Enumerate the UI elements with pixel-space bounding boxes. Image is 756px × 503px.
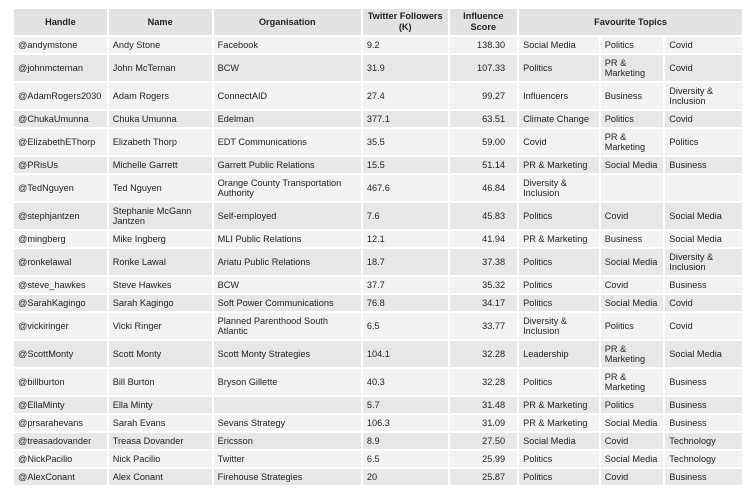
table-row <box>14 157 742 173</box>
influence-score-cell: 25.99 <box>450 451 518 467</box>
influence-score-cell: 31.09 <box>450 415 518 431</box>
topic-3-cell: Diversity & Inclusion <box>665 83 742 109</box>
topic-1-cell: Politics <box>519 203 599 229</box>
header-followers: Twitter Followers (K) <box>363 9 448 35</box>
header-organisation: Organisation <box>214 9 361 35</box>
organisation-cell: EDT Communications <box>214 129 361 155</box>
name-cell: Ronke Lawal <box>109 249 212 275</box>
handle-cell: @steve_hawkes <box>14 277 107 293</box>
topic-2-cell: Social Media <box>601 295 664 311</box>
topic-2-cell: Covid <box>601 203 664 229</box>
handle-cell: @andymstone <box>14 37 107 53</box>
influence-score-cell: 99.27 <box>450 83 518 109</box>
topic-1-cell: Politics <box>519 249 599 275</box>
topic-2-cell: Social Media <box>601 415 664 431</box>
followers-cell: 8.9 <box>363 433 448 449</box>
topic-1-cell: PR & Marketing <box>519 397 599 413</box>
topic-2-cell: Business <box>601 231 664 247</box>
name-cell: Ted Nguyen <box>109 175 212 201</box>
table-row <box>14 175 742 201</box>
organisation-cell: Facebook <box>214 37 361 53</box>
followers-cell: 31.9 <box>363 55 448 81</box>
name-cell: Bill Burton <box>109 369 212 395</box>
table-row <box>14 295 742 311</box>
table-row <box>14 55 742 81</box>
followers-cell: 15.5 <box>363 157 448 173</box>
name-cell: Adam Rogers <box>109 83 212 109</box>
organisation-cell: Edelman <box>214 111 361 127</box>
table-row <box>14 203 742 229</box>
handle-cell: @ronkelawal <box>14 249 107 275</box>
handle-cell: @prsarahevans <box>14 415 107 431</box>
table-row <box>14 397 742 413</box>
table-row <box>14 249 742 275</box>
influence-score-cell: 45.83 <box>450 203 518 229</box>
influence-score-cell: 34.17 <box>450 295 518 311</box>
organisation-cell: Ericsson <box>214 433 361 449</box>
handle-cell: @AlexConant <box>14 469 107 485</box>
name-cell: Vicki Ringer <box>109 313 212 339</box>
influence-score-cell: 41.94 <box>450 231 518 247</box>
organisation-cell: Sevans Strategy <box>214 415 361 431</box>
followers-cell: 18.7 <box>363 249 448 275</box>
handle-cell: @ScottMonty <box>14 341 107 367</box>
topic-3-cell: Business <box>665 369 742 395</box>
followers-cell: 6.5 <box>363 451 448 467</box>
topic-3-cell: Technology <box>665 433 742 449</box>
topic-2-cell <box>601 175 664 201</box>
name-cell: Mike Ingberg <box>109 231 212 247</box>
topic-2-cell: PR & Marketing <box>601 341 664 367</box>
topic-2-cell: Covid <box>601 469 664 485</box>
name-cell: Sarah Evans <box>109 415 212 431</box>
influence-score-cell: 138.30 <box>450 37 518 53</box>
topic-1-cell: Social Media <box>519 37 599 53</box>
table-row <box>14 451 742 467</box>
followers-cell: 12.1 <box>363 231 448 247</box>
table-row <box>14 111 742 127</box>
header-favourite-topics: Favourite Topics <box>519 9 742 35</box>
organisation-cell: Ariatu Public Relations <box>214 249 361 275</box>
influencer-table <box>12 7 744 487</box>
header-influence-score: Influence Score <box>450 9 518 35</box>
organisation-cell: Self-employed <box>214 203 361 229</box>
influencer-table-container <box>12 7 744 487</box>
topic-3-cell: Business <box>665 469 742 485</box>
topic-1-cell: Social Media <box>519 433 599 449</box>
handle-cell: @mingberg <box>14 231 107 247</box>
topic-1-cell: Covid <box>519 129 599 155</box>
topic-2-cell: Politics <box>601 397 664 413</box>
topic-3-cell: Social Media <box>665 203 742 229</box>
topic-2-cell: Politics <box>601 313 664 339</box>
name-cell: Treasa Dovander <box>109 433 212 449</box>
topic-1-cell: Leadership <box>519 341 599 367</box>
topic-2-cell: Covid <box>601 433 664 449</box>
name-cell: Scott Monty <box>109 341 212 367</box>
topic-1-cell: Diversity & Inclusion <box>519 313 599 339</box>
table-row <box>14 83 742 109</box>
influence-score-cell: 32.28 <box>450 341 518 367</box>
influence-score-cell: 25.87 <box>450 469 518 485</box>
topic-3-cell: Social Media <box>665 231 742 247</box>
followers-cell: 37.7 <box>363 277 448 293</box>
topic-1-cell: PR & Marketing <box>519 415 599 431</box>
handle-cell: @treasadovander <box>14 433 107 449</box>
handle-cell: @vickiringer <box>14 313 107 339</box>
organisation-cell: Bryson Gillette <box>214 369 361 395</box>
handle-cell: @NickPacilio <box>14 451 107 467</box>
influence-score-cell: 59.00 <box>450 129 518 155</box>
topic-2-cell: Social Media <box>601 451 664 467</box>
table-row <box>14 341 742 367</box>
topic-2-cell: Covid <box>601 277 664 293</box>
organisation-cell: BCW <box>214 55 361 81</box>
followers-cell: 27.4 <box>363 83 448 109</box>
organisation-cell: Firehouse Strategies <box>214 469 361 485</box>
topic-3-cell: Social Media <box>665 341 742 367</box>
topic-3-cell: Business <box>665 397 742 413</box>
header-handle: Handle <box>14 9 107 35</box>
organisation-cell: Orange County Transportation Authority <box>214 175 361 201</box>
topic-2-cell: PR & Marketing <box>601 369 664 395</box>
name-cell: Chuka Umunna <box>109 111 212 127</box>
followers-cell: 377.1 <box>363 111 448 127</box>
table-row <box>14 231 742 247</box>
handle-cell: @billburton <box>14 369 107 395</box>
topic-2-cell: Politics <box>601 37 664 53</box>
topic-3-cell: Covid <box>665 55 742 81</box>
followers-cell: 20 <box>363 469 448 485</box>
followers-cell: 7.6 <box>363 203 448 229</box>
table-row <box>14 129 742 155</box>
name-cell: Sarah Kagingo <box>109 295 212 311</box>
handle-cell: @stephjantzen <box>14 203 107 229</box>
name-cell: Ella Minty <box>109 397 212 413</box>
topic-2-cell: Business <box>601 83 664 109</box>
topic-1-cell: PR & Marketing <box>519 231 599 247</box>
handle-cell: @ChukaUmunna <box>14 111 107 127</box>
topic-1-cell: Politics <box>519 369 599 395</box>
topic-2-cell: Politics <box>601 111 664 127</box>
header-name: Name <box>109 9 212 35</box>
handle-cell: @johnmcternan <box>14 55 107 81</box>
topic-3-cell: Business <box>665 157 742 173</box>
organisation-cell: Soft Power Communications <box>214 295 361 311</box>
name-cell: Alex Conant <box>109 469 212 485</box>
organisation-cell: BCW <box>214 277 361 293</box>
influence-score-cell: 107.33 <box>450 55 518 81</box>
topic-3-cell: Covid <box>665 111 742 127</box>
topic-3-cell: Business <box>665 415 742 431</box>
name-cell: John McTernan <box>109 55 212 81</box>
influence-score-cell: 32.28 <box>450 369 518 395</box>
followers-cell: 104.1 <box>363 341 448 367</box>
influence-score-cell: 51.14 <box>450 157 518 173</box>
followers-cell: 5.7 <box>363 397 448 413</box>
topic-2-cell: PR & Marketing <box>601 129 664 155</box>
topic-3-cell: Politics <box>665 129 742 155</box>
topic-3-cell: Business <box>665 277 742 293</box>
handle-cell: @PRisUs <box>14 157 107 173</box>
topic-2-cell: Social Media <box>601 157 664 173</box>
organisation-cell: MLI Public Relations <box>214 231 361 247</box>
influence-score-cell: 46.84 <box>450 175 518 201</box>
name-cell: Elizabeth Thorp <box>109 129 212 155</box>
table-row <box>14 313 742 339</box>
organisation-cell: Planned Parenthood South Atlantic <box>214 313 361 339</box>
followers-cell: 35.5 <box>363 129 448 155</box>
topic-3-cell: Covid <box>665 313 742 339</box>
followers-cell: 467.6 <box>363 175 448 201</box>
organisation-cell: Twitter <box>214 451 361 467</box>
table-row <box>14 37 742 53</box>
handle-cell: @AdamRogers2030 <box>14 83 107 109</box>
handle-cell: @TedNguyen <box>14 175 107 201</box>
topic-1-cell: Politics <box>519 451 599 467</box>
name-cell: Stephanie McGann Jantzen <box>109 203 212 229</box>
topic-3-cell <box>665 175 742 201</box>
organisation-cell <box>214 397 361 413</box>
topic-1-cell: Politics <box>519 295 599 311</box>
topic-1-cell: Politics <box>519 469 599 485</box>
followers-cell: 76.8 <box>363 295 448 311</box>
table-row <box>14 469 742 485</box>
table-row <box>14 433 742 449</box>
topic-1-cell: Politics <box>519 277 599 293</box>
topic-2-cell: PR & Marketing <box>601 55 664 81</box>
topic-2-cell: Social Media <box>601 249 664 275</box>
followers-cell: 6.5 <box>363 313 448 339</box>
handle-cell: @ElizabethEThorp <box>14 129 107 155</box>
topic-1-cell: Politics <box>519 55 599 81</box>
influence-score-cell: 63.51 <box>450 111 518 127</box>
table-row <box>14 369 742 395</box>
topic-1-cell: Diversity & Inclusion <box>519 175 599 201</box>
topic-1-cell: Influencers <box>519 83 599 109</box>
influence-score-cell: 37.38 <box>450 249 518 275</box>
influence-score-cell: 35.32 <box>450 277 518 293</box>
topic-3-cell: Covid <box>665 37 742 53</box>
organisation-cell: Garrett Public Relations <box>214 157 361 173</box>
name-cell: Michelle Garrett <box>109 157 212 173</box>
table-row <box>14 415 742 431</box>
topic-1-cell: Climate Change <box>519 111 599 127</box>
topic-1-cell: PR & Marketing <box>519 157 599 173</box>
table-row <box>14 277 742 293</box>
organisation-cell: ConnectAID <box>214 83 361 109</box>
influence-score-cell: 27.50 <box>450 433 518 449</box>
handle-cell: @SarahKagingo <box>14 295 107 311</box>
influence-score-cell: 31.48 <box>450 397 518 413</box>
influence-score-cell: 33.77 <box>450 313 518 339</box>
topic-3-cell: Diversity & Inclusion <box>665 249 742 275</box>
header-row <box>14 9 742 35</box>
topic-3-cell: Covid <box>665 295 742 311</box>
name-cell: Nick Pacilio <box>109 451 212 467</box>
followers-cell: 40.3 <box>363 369 448 395</box>
handle-cell: @EllaMinty <box>14 397 107 413</box>
name-cell: Andy Stone <box>109 37 212 53</box>
followers-cell: 9.2 <box>363 37 448 53</box>
organisation-cell: Scott Monty Strategies <box>214 341 361 367</box>
followers-cell: 106.3 <box>363 415 448 431</box>
topic-3-cell: Technology <box>665 451 742 467</box>
name-cell: Steve Hawkes <box>109 277 212 293</box>
